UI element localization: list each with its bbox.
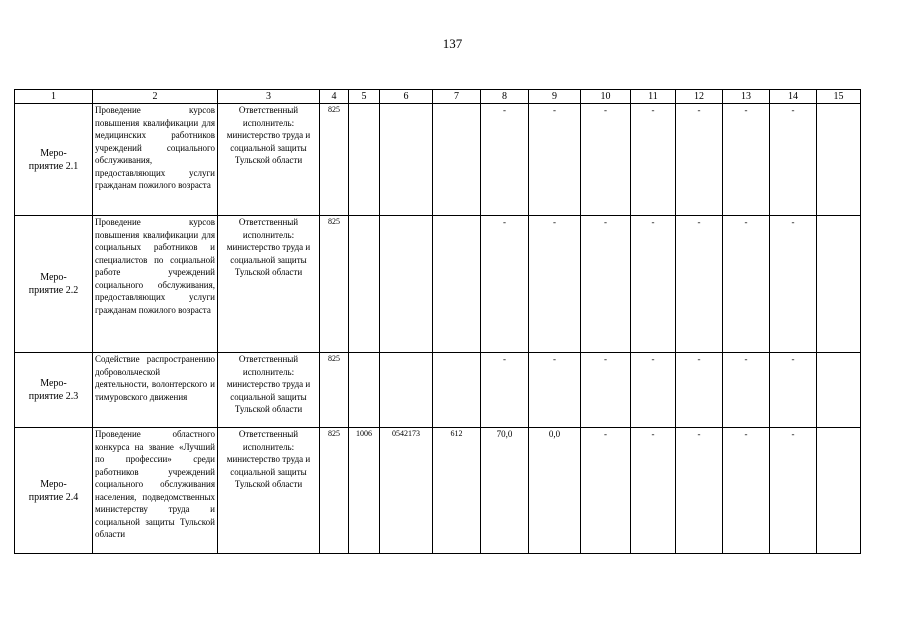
column-header: 12 — [676, 90, 723, 104]
col6-cell — [380, 216, 433, 353]
col5-cell — [349, 353, 380, 428]
col6-cell — [380, 104, 433, 216]
column-header: 9 — [529, 90, 581, 104]
col4-cell: 825 — [320, 104, 349, 216]
col8-cell: - — [481, 353, 529, 428]
activity-label-line2: приятие 2.1 — [28, 160, 79, 172]
col4-cell: 825 — [320, 216, 349, 353]
col10-cell: - — [581, 216, 631, 353]
col12-cell: - — [676, 353, 723, 428]
column-header: 2 — [93, 90, 218, 104]
col10-cell: - — [581, 104, 631, 216]
col7-cell — [433, 216, 481, 353]
column-header: 11 — [631, 90, 676, 104]
activity-cell — [15, 353, 93, 428]
col5-cell — [349, 216, 380, 353]
col13-cell: - — [723, 104, 770, 216]
page-number: 137 — [442, 36, 463, 51]
program-activities-table — [14, 89, 861, 554]
column-header: 7 — [433, 90, 481, 104]
column-header: 8 — [481, 90, 529, 104]
col15-cell — [817, 216, 861, 353]
activity-name-cell: Содействие распространению добровольческой деятельности, волонтерского и тимуровского движения — [93, 353, 218, 428]
table-row — [15, 104, 861, 216]
table-row — [15, 216, 861, 353]
responsible-cell: Ответственный исполнитель: министерство труда и социальной защиты Тульской области — [218, 104, 320, 216]
col8-cell: - — [481, 216, 529, 353]
col11-cell: - — [631, 353, 676, 428]
col8-cell: 70,0 — [481, 428, 529, 554]
column-header: 1 — [15, 90, 93, 104]
activity-label-line1: Меро- — [40, 147, 67, 159]
col9-cell: - — [529, 353, 581, 428]
activity-name-cell: Проведение областного конкурса на звание «Лучший по профессии» среди работников учреждений социального обслуживания населения, подведомственных министерству труда и социальной защиты Тульской области — [93, 428, 218, 554]
column-header: 13 — [723, 90, 770, 104]
table-row — [15, 353, 861, 428]
column-header: 4 — [320, 90, 349, 104]
col13-cell: - — [723, 428, 770, 554]
column-header: 10 — [581, 90, 631, 104]
col12-cell: - — [676, 216, 723, 353]
col15-cell — [817, 353, 861, 428]
activity-label-line2: приятие 2.2 — [28, 285, 79, 296]
col5-cell — [349, 104, 380, 216]
responsible-cell: Ответственный исполнитель: министерство труда и социальной защиты Тульской области — [218, 216, 320, 353]
col4-cell: 825 — [320, 353, 349, 428]
column-header: 6 — [380, 90, 433, 104]
col11-cell: - — [631, 428, 676, 554]
col9-cell: - — [529, 216, 581, 353]
col5-cell: 1006 — [349, 428, 380, 554]
col14-cell: - — [770, 428, 817, 554]
activity-name-cell: Проведение курсов повышения квалификации для медицинских работников учреждений социального обслуживания, предоставляющих услуги гражданам пожилого возраста — [93, 104, 218, 216]
col10-cell: - — [581, 353, 631, 428]
col15-cell — [817, 428, 861, 554]
column-header-row — [15, 90, 861, 104]
column-header: 15 — [817, 90, 861, 104]
activity-label-line1: Меро- — [40, 378, 67, 389]
col6-cell: 0542173 — [380, 428, 433, 554]
activity-label-line1: Меро- — [40, 478, 67, 490]
col12-cell: - — [676, 104, 723, 216]
col7-cell — [433, 104, 481, 216]
col7-cell — [433, 353, 481, 428]
col4-cell: 825 — [320, 428, 349, 554]
col7-cell: 612 — [433, 428, 481, 554]
activity-label-line1: Меро- — [40, 272, 67, 283]
activity-cell — [15, 104, 93, 216]
col14-cell: - — [770, 216, 817, 353]
column-header: 14 — [770, 90, 817, 104]
column-header: 3 — [218, 90, 320, 104]
col13-cell: - — [723, 353, 770, 428]
col13-cell: - — [723, 216, 770, 353]
col12-cell: - — [676, 428, 723, 554]
responsible-cell: Ответственный исполнитель: министерство труда и социальной защиты Тульской области — [218, 428, 320, 554]
activity-label-line2: приятие 2.4 — [28, 491, 79, 503]
activity-cell — [15, 216, 93, 353]
col6-cell — [380, 353, 433, 428]
col11-cell: - — [631, 216, 676, 353]
activity-cell — [15, 428, 93, 554]
col9-cell: - — [529, 104, 581, 216]
col8-cell: - — [481, 104, 529, 216]
activity-label-line2: приятие 2.3 — [28, 391, 79, 402]
responsible-cell: Ответственный исполнитель: министерство труда и социальной защиты Тульской области — [218, 353, 320, 428]
column-header: 5 — [349, 90, 380, 104]
col14-cell: - — [770, 104, 817, 216]
col11-cell: - — [631, 104, 676, 216]
col15-cell — [817, 104, 861, 216]
col10-cell: - — [581, 428, 631, 554]
col14-cell: - — [770, 353, 817, 428]
col9-cell: 0,0 — [529, 428, 581, 554]
table-row — [15, 428, 861, 554]
activity-name-cell: Проведение курсов повышения квалификации для социальных работников и специалистов по социальной работе учреждений социального обслуживания, предоставляющих услуги гражданам пожилого возраста — [93, 216, 218, 353]
